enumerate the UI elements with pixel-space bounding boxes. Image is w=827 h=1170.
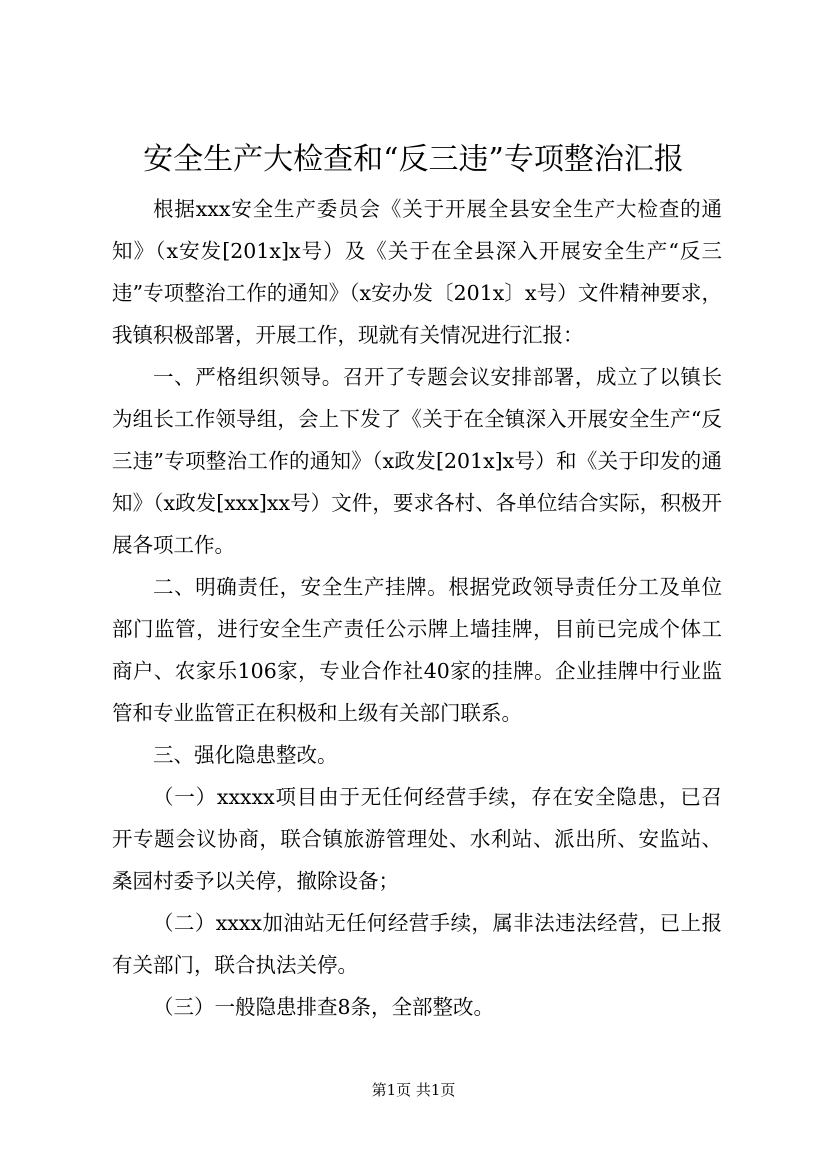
- page-number-footer: 第1页 共1页: [371, 1081, 456, 1099]
- document-body: [112, 188, 722, 1028]
- paragraph-item-2: （二）xxxx加油站无任何经营手续，属非法违法经营，已上报有关部门，联合执法关停。: [112, 911, 722, 977]
- paragraph-item-1: （一）xxxxx项目由于无任何经营手续，存在安全隐患，已召开专题会议协商，联合镇旅游管理处、水利站、派出所、安监站、桑园村委予以关停，撤除设备；: [112, 785, 722, 893]
- paragraph-item-3: （三）一般隐患排查8条，全部整改。: [153, 995, 495, 1019]
- paragraph-intro: 根据xxx安全生产委员会《关于开展全县安全生产大检查的通知》（x安发[201x]x号）及《关于在全县深入开展安全生产“反三违”专项整治工作的通知》（x安办发〔201x〕x号）文件精神要求，我镇积极部署，开展工作，现就有关情况进行汇报：: [112, 197, 722, 347]
- paragraph-section-2: 二、明确责任，安全生产挂牌。根据党政领导责任分工及单位部门监管，进行安全生产责任公示牌上墙挂牌，目前已完成个体工商户、农家乐106家，专业合作社40家的挂牌。企业挂牌中行业监管和专业监管正在积极和上级有关部门联系。: [112, 575, 722, 725]
- paragraph-section-1: 一、严格组织领导。召开了专题会议安排部署，成立了以镇长为组长工作领导组，会上下发了《关于在全镇深入开展安全生产“反三违”专项整治工作的通知》（x政发[201x]x号）和《关于印发的通知》（x政发[xxx]xx号）文件，要求各村、各单位结合实际，积极开展各项工作。: [112, 365, 722, 557]
- document-title: 安全生产大检查和“反三违”专项整治汇报: [143, 142, 684, 177]
- paragraph-section-3-heading: 三、强化隐患整改。: [153, 743, 338, 767]
